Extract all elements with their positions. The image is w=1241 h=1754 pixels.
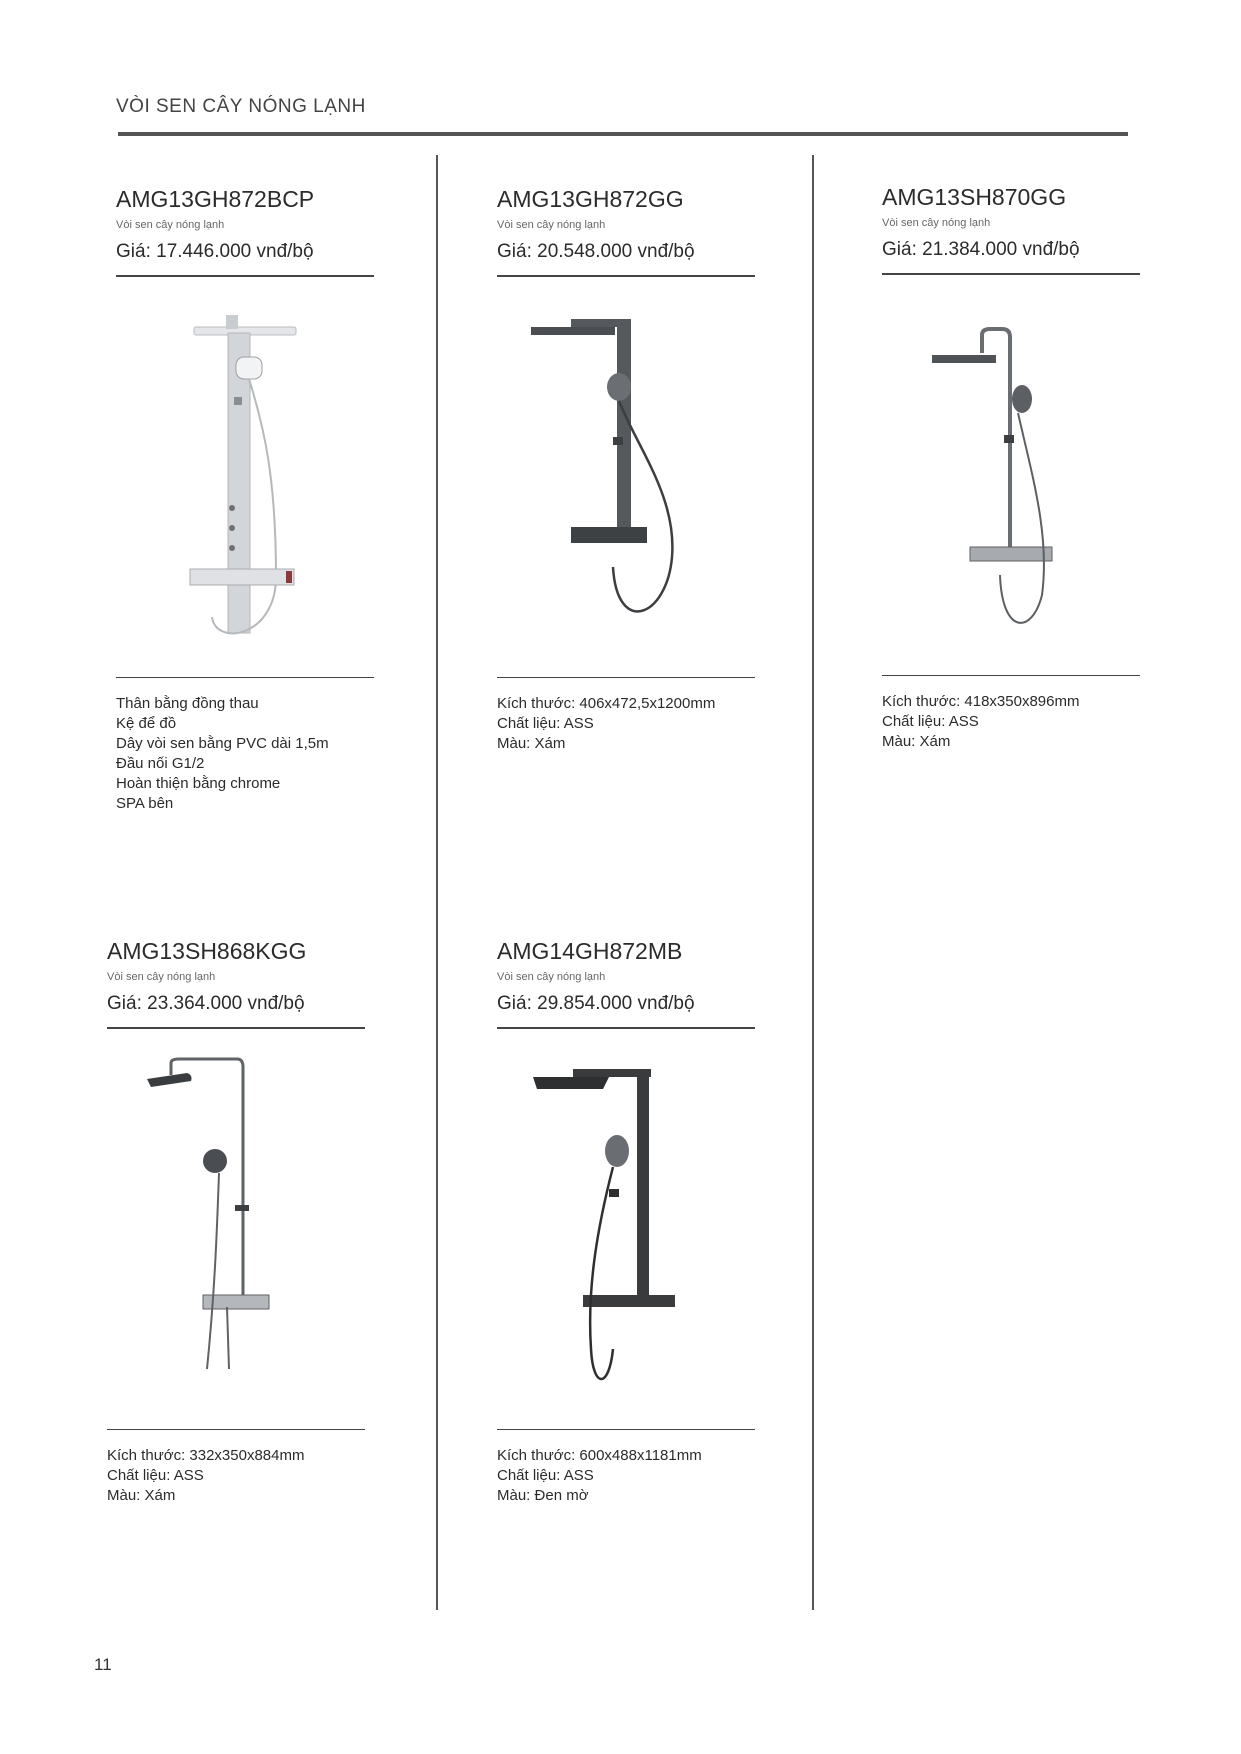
spec-line: Kích thước: 600x488x1181mm: [497, 1447, 702, 1464]
product-card: [497, 938, 757, 1506]
product-card: [497, 186, 757, 754]
column-divider-left: [436, 155, 438, 1610]
product-price: Giá: 20.548.000 vnđ/bộ: [497, 241, 695, 262]
product-price: Giá: 21.384.000 vnđ/bộ: [882, 239, 1080, 260]
spec-list: [497, 1446, 757, 1506]
product-card: [882, 184, 1142, 752]
spec-line: Chất liệu: ASS: [882, 713, 979, 730]
spec-line: Kích thước: 406x472,5x1200mm: [497, 695, 716, 712]
shower-column-square-black-icon: [497, 1029, 755, 1429]
spec-line: Chất liệu: ASS: [497, 715, 594, 732]
product-subtitle: Vòi sen cây nóng lạnh: [107, 971, 216, 983]
product-image: [497, 1029, 755, 1429]
product-price: Giá: 17.446.000 vnđ/bộ: [116, 241, 314, 262]
product-subtitle: Vòi sen cây nóng lạnh: [497, 971, 606, 983]
spec-list: [497, 694, 757, 754]
page-header-title: VÒI SEN CÂY NÓNG LẠNH: [116, 96, 366, 117]
spec-line: Hoàn thiện bằng chrome: [116, 775, 281, 792]
product-subtitle: Vòi sen cây nóng lạnh: [497, 219, 606, 231]
product-code: AMG13GH872GG: [497, 186, 684, 212]
spec-line: Kích thước: 418x350x896mm: [882, 693, 1080, 710]
product-card: [107, 938, 367, 1506]
divider: [497, 1429, 755, 1431]
spec-line: Kệ để đồ: [116, 715, 177, 732]
product-code: AMG13SH868KGG: [107, 938, 307, 964]
spec-line: Màu: Đen mờ: [497, 1487, 589, 1504]
spec-list: [116, 694, 376, 814]
product-price: Giá: 29.854.000 vnđ/bộ: [497, 993, 695, 1014]
shower-column-round-grey-icon: [107, 1029, 365, 1429]
spec-line: Màu: Xám: [107, 1487, 176, 1504]
shower-column-round-grey-icon: [882, 275, 1140, 675]
spec-line: Dây vòi sen bằng PVC dài 1,5m: [116, 735, 329, 752]
page-number: 11: [94, 1655, 112, 1674]
spec-line: Màu: Xám: [497, 735, 566, 752]
product-image: [107, 1029, 365, 1429]
divider: [116, 677, 374, 679]
divider: [882, 675, 1140, 677]
divider: [497, 677, 755, 679]
shower-column-chrome-icon: [116, 277, 374, 677]
spec-line: Thân bằng đồng thau: [116, 695, 259, 712]
spec-line: SPA bên: [116, 795, 174, 812]
spec-line: Chất liệu: ASS: [497, 1467, 594, 1484]
shower-column-square-dark-icon: [497, 277, 755, 677]
divider: [107, 1429, 365, 1431]
product-code: AMG14GH872MB: [497, 938, 683, 964]
spec-list: [107, 1446, 367, 1506]
product-code: AMG13GH872BCP: [116, 186, 315, 212]
product-subtitle: Vòi sen cây nóng lạnh: [882, 217, 991, 229]
product-image: [882, 275, 1140, 675]
product-code: AMG13SH870GG: [882, 184, 1067, 210]
spec-line: Đầu nối G1/2: [116, 755, 205, 772]
spec-line: Màu: Xám: [882, 733, 951, 750]
spec-line: Kích thước: 332x350x884mm: [107, 1447, 305, 1464]
page-header-rule: [118, 132, 1128, 136]
column-divider-right: [812, 155, 814, 1610]
product-card: [116, 186, 376, 814]
spec-list: [882, 692, 1142, 752]
product-image: [497, 277, 755, 677]
spec-line: Chất liệu: ASS: [107, 1467, 204, 1484]
product-subtitle: Vòi sen cây nóng lạnh: [116, 219, 225, 231]
product-image: [116, 277, 374, 677]
product-price: Giá: 23.364.000 vnđ/bộ: [107, 993, 305, 1014]
